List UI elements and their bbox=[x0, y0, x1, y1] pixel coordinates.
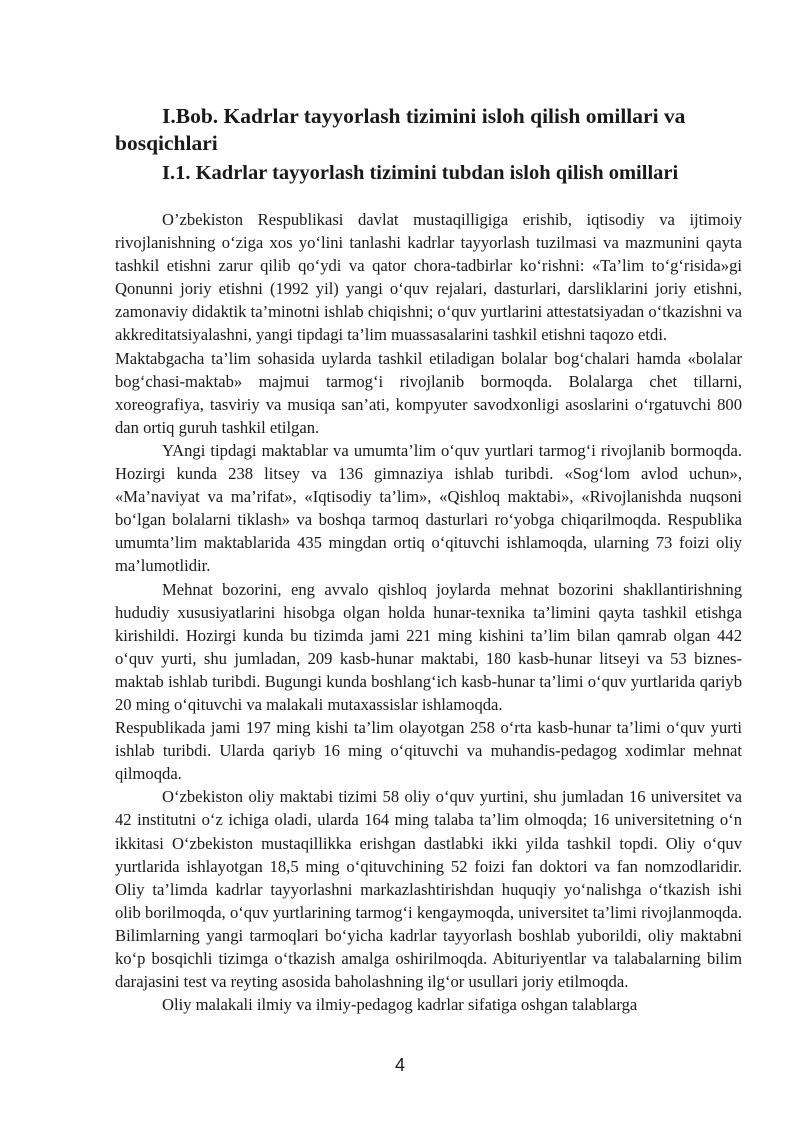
paragraph-preschool: Maktabgacha ta’lim sohasida uylarda tashkil etiladigan bolalar bog‘chalari hamda «bolalar bog‘chasi-maktab» majmui tarmog‘i rivojlanib bormoqda. Bolalarga chet tillarni, xoreografiya, tasviriy va musiqa san’ati, kompyuter savodxonligi asoslarini o‘rgatuvchi 800 dan ortiq guruh tashkil etilgan. bbox=[115, 348, 742, 437]
paragraph-secondary-vocational: Respublikada jami 197 ming kishi ta’lim olayotgan 258 o‘rta kasb-hunar ta’limi o‘quv yurti ishlab turibdi. Ularda qariyb 16 ming o‘qituvchi va muhandis-pedagog xodimlar mehnat qilmoqda. bbox=[115, 718, 742, 784]
paragraph-independence-reform: O’zbekiston Respublikasi davlat mustaqilligiga erishib, iqtisodiy va ijtimoiy rivojlanishning o‘ziga xos yo‘lini tanlashi kadrlar tayyorlash tuzilmasi va mazmunini qayta tashkil etishni zarur qilib qo‘ydi va qator chora-tadbirlar ko‘rishni: «Ta’lim to‘g‘risida»gi Qonunni joriy etishni (1992 yil) yangi o‘quv rejalari, dasturlari, darsliklarini joriy etishni, zamonaviy didaktik ta’minotni ishlab chiqishni; o‘quv yurtlarini attestatsiyadan o‘tkazishni va akkreditatsiyalashni, yangi tipdagi ta’lim muassasalarini tashkil etishni taqozo etdi. bbox=[115, 210, 742, 345]
chapter-title: I.Bob. Kadrlar tayyorlash tizimini isloh qilish omillari va bosqichlari bbox=[115, 104, 686, 155]
paragraph-general-schools: YAngi tipdagi maktablar va umumta’lim o‘quv yurtlari tarmog‘i rivojlanib bormoqda. Hozirgi kunda 238 litsey va 136 gimnaziya ishlab turibdi. «Sog‘lom avlod uchun», «Ma’naviyat va ma’rifat», «Iqtisodiy ta’lim», «Qishloq maktabi», «Rivojlanishda nuqsoni bo‘lgan bolalarni tiklash» va boshqa tarmoq dasturlari ro‘yobga chiqarilmoqda. Respublika umumta’lim maktablarida 435 mingdan ortiq o‘qituvchi ishlamoqda, ularning 73 foizi oliy ma’lumotlidir. bbox=[115, 440, 742, 576]
paragraph-higher-education: O‘zbekiston oliy maktabi tizimi 58 oliy o‘quv yurtini, shu jumladan 16 universitet va 42 institutni o‘z ichiga oladi, ularda 164 ming talaba ta’lim olmoqda; 16 universitetning o‘n ikkitasi O‘zbekiston mustaqillikka erishgan dastlabki ikki yilda tashkil topdi. Oliy o‘quv yurtlarida ishlayotgan 18,5 ming o‘qituvchining 52 foizi fan doktori va fan nomzodlaridir. Oliy ta’limda kadrlar tayyorlashni markazlashtirishdan huquqiy yo‘nalishga o‘tkazish ishi olib borilmoqda, o‘quv yurtlarining tarmog‘i kengaymoqda, universitet ta’limi rivojlanmoqda. Bilimlarning yangi tarmoqlari bo‘yicha kadrlar tayyorlash boshlab yuborildi, oliy maktabni ko‘p bosqichli tizimga o‘tkazish amalga oshirilmoqda. Abituriyentlar va talabalarning bilim darajasini test va reyting asosida baholashning ilg‘or usullari joriy etilmoqda. bbox=[115, 787, 742, 992]
paragraph-scientific-staff: Oliy malakali ilmiy va ilmiy-pedagog kadrlar sifatiga oshgan talablarga bbox=[162, 995, 638, 1015]
section-title: I.1. Kadrlar tayyorlash tizimini tubdan isloh qilish omillari bbox=[162, 162, 679, 184]
body-text bbox=[115, 208, 742, 1016]
page-number: 4 bbox=[394, 1055, 405, 1075]
paragraph-vocational: Mehnat bozorini, eng avvalo qishloq joylarda mehnat bozorini shakllantirishning hududiy xususiyatlarini hisobga olgan holda hunar-texnika ta’limini qayta tashkil etishga kirishildi. Hozirgi kunda bu tizimda jami 221 ming kishini ta’lim bilan qamrab olgan 442 o‘quv yurti, shu jumladan, 209 kasb-hunar maktabi, 180 kasb-hunar litseyi va 53 biznes-maktab ishlab turibdi. Bugungi kunda boshlang‘ich kasb-hunar ta’limi o‘quv yurtlarida qariyb 20 ming o‘qituvchi va malakali mutaxassislar ishlamoqda. bbox=[115, 579, 742, 714]
